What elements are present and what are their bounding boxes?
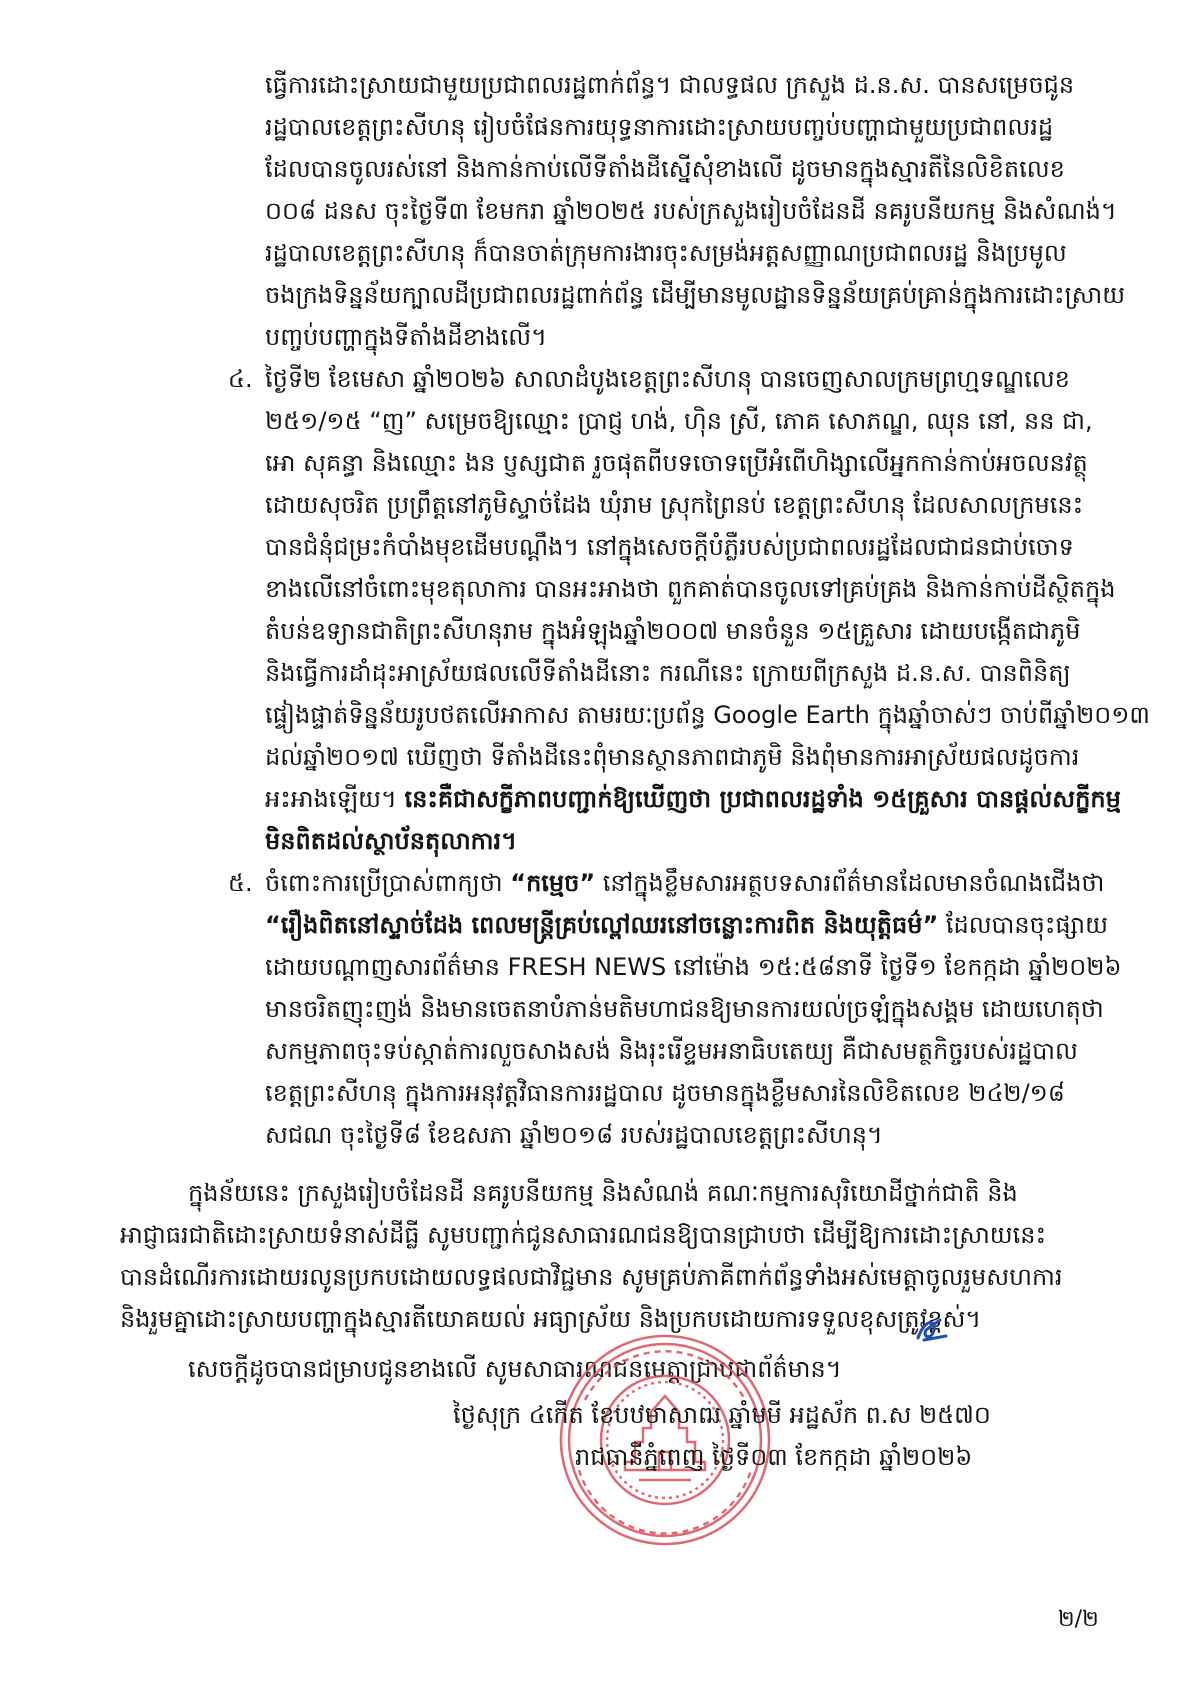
article-title: “រឿងពិតនៅស្ទាច់ដែង ពេលមន្ត្រីគ្រប់ល្ពៅឈរនៅចន្លោះការពិត និងយុត្តិធម៌” <box>265 911 939 939</box>
text-line <box>265 910 1108 942</box>
text-line: ក្នុងន័យនេះ ក្រសួងរៀបចំដែនដី នគរូបនីយកម្ម និងសំណង់ គណៈកម្មការសុរិយោដីថ្នាក់ជាតិ និង <box>188 1179 1018 1207</box>
text-line <box>265 784 1121 816</box>
item-number: ៤. <box>228 365 253 393</box>
page-number: ២/២ <box>1058 1607 1099 1632</box>
text-line: តំបន់ឧទ្យានជាតិព្រះសីហនុរាម ក្នុងអំឡុងឆ្នាំ២០០៧ មានចំនួន ១៥គ្រួសារ ដោយបង្កើតជាភូមិ <box>265 617 1081 645</box>
text-line: សកម្មភាពចុះទប់ស្កាត់ការលួចសាងសង់ និងរុះរើខ្ទមអនាធិបតេយ្យ គឺជាសមត្ថកិច្ចរបស់រដ្ឋបាល <box>265 1037 1078 1065</box>
text-line: អោ សុគន្ធា និងឈ្មោះ ងន ប្ញស្សជាត រួចផុតពីបទចោទប្រើអំពើហិង្សាលើអ្នកកាន់កាប់អចលនវត្ថុ <box>265 449 1088 477</box>
text-line: ចងក្រងទិន្នន័យក្បាលដីប្រជាពលរដ្ឋពាក់ព័ន្ធ ដើម្បីមានមូលដ្ឋានទិន្នន័យគ្រប់គ្រាន់ក្នុងការដោះស្រាយ <box>265 281 1126 309</box>
lunar-date: ថ្ងៃសុក្រ ៤កើត ខែបឋមាសាឍ ឆ្នាំមមី អដ្ឋស័ក ព.ស ២៥៧០ <box>453 1401 991 1429</box>
text-line: អាជ្ញាធរជាតិដោះស្រាយទំនាស់ដីធ្លី សូមបញ្ជាក់ជូនសាធារណជនឱ្យបានជ្រាបថា ដើម្បីឱ្យការដោះស្រាយនេះ <box>120 1221 1047 1249</box>
text-line: បានជំនុំជម្រះកំបាំងមុខដើមបណ្តឹង។ នៅក្នុងសេចក្តីបំភ្លឺរបស់ប្រជាពលរដ្ឋដែលជាជនជាប់ចោទ <box>265 533 1074 561</box>
text-line <box>265 868 1104 900</box>
text-segment: ចំពោះការប្រើប្រាស់ពាក្យថា <box>265 869 511 897</box>
text-line: បញ្ចប់បញ្ហាក្នុងទីតាំងដីខាងលើ។ <box>265 323 547 351</box>
text-line: និងរួមគ្នាដោះស្រាយបញ្ហាក្នុងស្មារតីយោគយល់ អធ្យាស្រ័យ និងប្រកបដោយការទទួលខុសត្រូវខ្ពស់។ <box>120 1305 982 1333</box>
text-line: ២៥១/១៥ “ញ” សម្រេចឱ្យឈ្មោះ ប្រាជ្ញ ហង់, ហ៊ិន ស្រី, ភោគ សោភណ្ឌ, ឈុន នៅ, នន ជា, <box>265 407 1093 435</box>
text-line: ដោយសុចរិត ប្រព្រឹត្តនៅភូមិស្ទាច់ដែង ឃុំរាម ស្រុកព្រៃនប់ ខេត្តព្រះសីហនុ ដែលសាលក្រមនេះ <box>265 491 1084 519</box>
item-number: ៥. <box>228 869 253 897</box>
text-segment: អះអាងឡើយ។ <box>265 785 405 813</box>
text-line: រដ្ឋបាលខេត្តព្រះសីហនុ រៀបចំផែនការយុទ្ធនាការដោះស្រាយបញ្ចប់បញ្ហាជាមួយប្រជាពលរដ្ឋ <box>265 113 1054 141</box>
text-line: ដែលបានចូលរស់នៅ និងកាន់កាប់លើទីតាំងដីស្នើសុំខាងលើ ដូចមានក្នុងស្មារតីនៃលិខិតលេខ <box>265 155 1065 183</box>
text-line: មានចរិតញុះញង់ និងមានចេតនាបំភាន់មតិមហាជនឱ្យមានការយល់ច្រឡំក្នុងសង្គម ដោយហេតុថា <box>265 995 1104 1023</box>
signature-icon <box>914 1312 950 1346</box>
text-line: ដល់ឆ្នាំ២០១៧ ឃើញថា ទីតាំងដីនេះពុំមានស្ថានភាពជាភូមិ និងពុំមានការអាស្រ័យផលដូចការ <box>265 743 1080 771</box>
closing-sentence: សេចក្តីដូចបានជម្រាបជូនខាងលើ សូមសាធារណជនមេត្តាជ្រាបជាព័ត៌មាន។ <box>188 1355 842 1383</box>
text-line: និងធ្វើការដាំដុះអាស្រ័យផលលើទីតាំងដីនោះ ករណីនេះ ក្រោយពីក្រសួង ដ.ន.ស. បានពិនិត្យ <box>265 659 1071 687</box>
text-line: ផ្ទៀងផ្ទាត់ទិន្នន័យរូបថតលើអាកាស តាមរយៈប្រព័ន្ធ Google Earth ក្នុងឆ្នាំចាស់ៗ ចាប់ពីឆ្នាំ២០១៣ <box>265 701 1150 729</box>
official-seal-icon <box>555 1330 775 1550</box>
text-line: ខេត្តព្រះសីហនុ ក្នុងការអនុវត្តវិធានការរដ្ឋបាល ដូចមានក្នុងខ្លឹមសារនៃលិខិតលេខ ២៤២/១៨ <box>265 1079 1065 1107</box>
text-segment: ដែលបានចុះផ្សាយ <box>938 911 1108 939</box>
text-line: ដោយបណ្តាញសារព័ត៌មាន FRESH NEWS នៅម៉ោង ១៥:៥៨នាទី ថ្ងៃទី១ ខែកក្កដា ឆ្នាំ២០២៦ <box>265 953 1122 981</box>
text-line: ខាងលើនៅចំពោះមុខតុលាការ បានអះអាងថា ពួកគាត់បានចូលទៅគ្រប់គ្រង និងកាន់កាប់ដីស្ថិតក្នុង <box>265 575 1116 603</box>
text-line: សជណ ចុះថ្ងៃទី៨ ខែឧសភា ឆ្នាំ២០១៨ របស់រដ្ឋបាលខេត្តព្រះសីហនុ។ <box>265 1121 883 1149</box>
emphasis-text: នេះគឺជាសក្ខីភាពបញ្ជាក់ឱ្យឃើញថា ប្រជាពលរដ្ឋទាំង ១៥គ្រួសារ បានផ្តល់សក្ខីកម្ម <box>404 785 1121 813</box>
text-line: ថ្ងៃទី២ ខែមេសា ឆ្នាំ២០២៦ សាលាដំបូងខេត្តព្រះសីហនុ បានចេញសាលក្រមព្រហ្មទណ្ឌលេខ <box>265 365 1070 393</box>
solar-date: រាជធានីភ្នំពេញ ថ្ងៃទី០៣ ខែកក្កដា ឆ្នាំ២០២៦ <box>575 1443 973 1471</box>
text-line: បានដំណើរការដោយរលូនប្រកបដោយលទ្ធផលជាវិជ្ជមាន សូមគ្រប់ភាគីពាក់ព័ន្ធទាំងអស់មេត្តាចូលរួមសហការ <box>120 1263 1063 1291</box>
text-line: ០០៨ ដនស ចុះថ្ងៃទី៣ ខែមករា ឆ្នាំ២០២៥ របស់ក្រសួងរៀបចំដែនដី នគរូបនីយកម្ម និងសំណង់។ <box>265 197 1117 225</box>
text-line: ធ្វើការដោះស្រាយជាមួយប្រជាពលរដ្ឋពាក់ព័ន្ធ។ ជាលទ្ធផល ក្រសួង ដ.ន.ស. បានសម្រេចជូន <box>265 71 1075 99</box>
text-line: រដ្ឋបាលខេត្តព្រះសីហនុ ក៏បានចាត់ក្រុមការងារចុះសម្រង់អត្តសញ្ញាណប្រជាពលរដ្ឋ និងប្រមូល <box>265 239 1067 267</box>
emphasis-text: មិនពិតដល់ស្ថាប័នតុលាការ។ <box>265 827 517 855</box>
text-segment: នៅក្នុងខ្លឹមសារអត្ថបទសារព័ត៌មានដែលមានចំណងជើងថា <box>595 869 1105 897</box>
emphasis-text: “កម្មេច” <box>510 869 596 897</box>
